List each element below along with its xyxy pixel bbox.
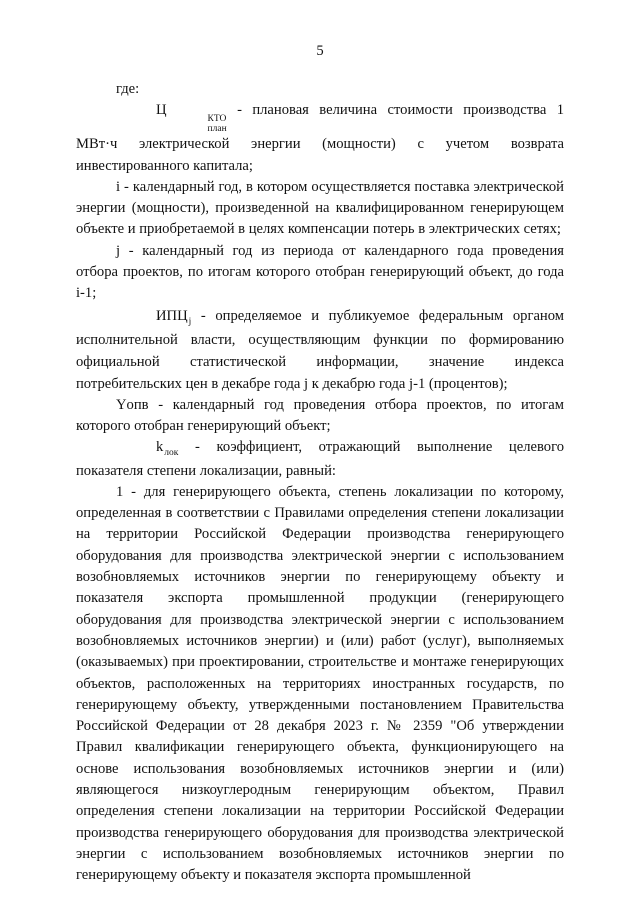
definition-text: - календарный год проведения отбора проектов, по итогам которого отобран генерирующий объект; (76, 396, 564, 434)
definition-j (76, 241, 564, 305)
clause-one: 1 - для генерирующего объекта, степень локализации по которому, определенная в соответствии с Правилами определения степени локализации на территории Российской Федерации производства генерирующего оборудования для производства электрической энергии с использованием возобновляемых источников энергии по генерирующему объекту и показателя экспорта промышленной продукции (генерирующего оборудования для производства электрической энергии с использованием возобновляемых источников энергии) и (или) работ (услуг), выполняемых (оказываемых) при проектировании, строительстве и монтаже генерирующих объектов, расположенных на территориях иностранных государств, по генерирующему объекту, утвержденными постановлением Правительства Российской Федерации от 28 декабря 2023 г. № 2359 "Об утверждении Правил квалификации генерирующего объекта, функционирующего на основе использования возобновляемых источников энергии и (или) являющегося низкоуглеродным генерирующим объектом, Правил определения степени локализации на территории Российской Федерации производства генерирующего оборудования для производства электрической энергии с использованием возобновляемых источников энергии по генерирующему объекту и показателя экспорта промышленной (76, 483, 564, 884)
intro-word: где: (116, 81, 140, 97)
symbol-c-plan: Ц КТО план (156, 102, 227, 135)
definition-text: - плановая величина стоимости производства 1 МВт·ч электрической энергии (мощности) с учетом возврата инвестированного капитала; (76, 102, 564, 174)
symbol-yopv: Yопв (116, 396, 149, 413)
symbol-ipc: $ИПЦ_j$ (156, 307, 192, 327)
page-number: 5 (316, 43, 324, 59)
definition-text: - определяемое и публикуемое федеральным органом исполнительной власти, осуществляющим функции по формированию официальной статистической информации, значение индекса потребительских цен в декабре года j к декабрю года j-1 (процентов); (76, 307, 564, 392)
definition-text: - календарный год, в котором осуществляется поставка электрической энергии (мощности), произведенной на квалифицированном генерирующем объекте и приобретаемой в целях компенсации потерь в электрических сетях; (76, 178, 564, 238)
definition-text: - коэффициент, отражающий выполнение целевого показателя степени локализации, равный: (76, 439, 564, 479)
definition-i (76, 177, 564, 241)
definition-yopv (76, 395, 564, 438)
symbol-i: i (116, 178, 121, 195)
definition-k-lok (76, 437, 564, 482)
definition-text: - календарный год из периода от календарного года проведения отбора проектов, по итогам которого отобран генерирующий объект, до года i-1; (76, 242, 564, 302)
symbol-k-lok: $k_{лок}$ (156, 439, 179, 459)
symbol-j: j (116, 242, 121, 259)
definition-c-plan (76, 100, 564, 177)
document-body (76, 79, 564, 887)
definition-ipc (76, 305, 564, 395)
